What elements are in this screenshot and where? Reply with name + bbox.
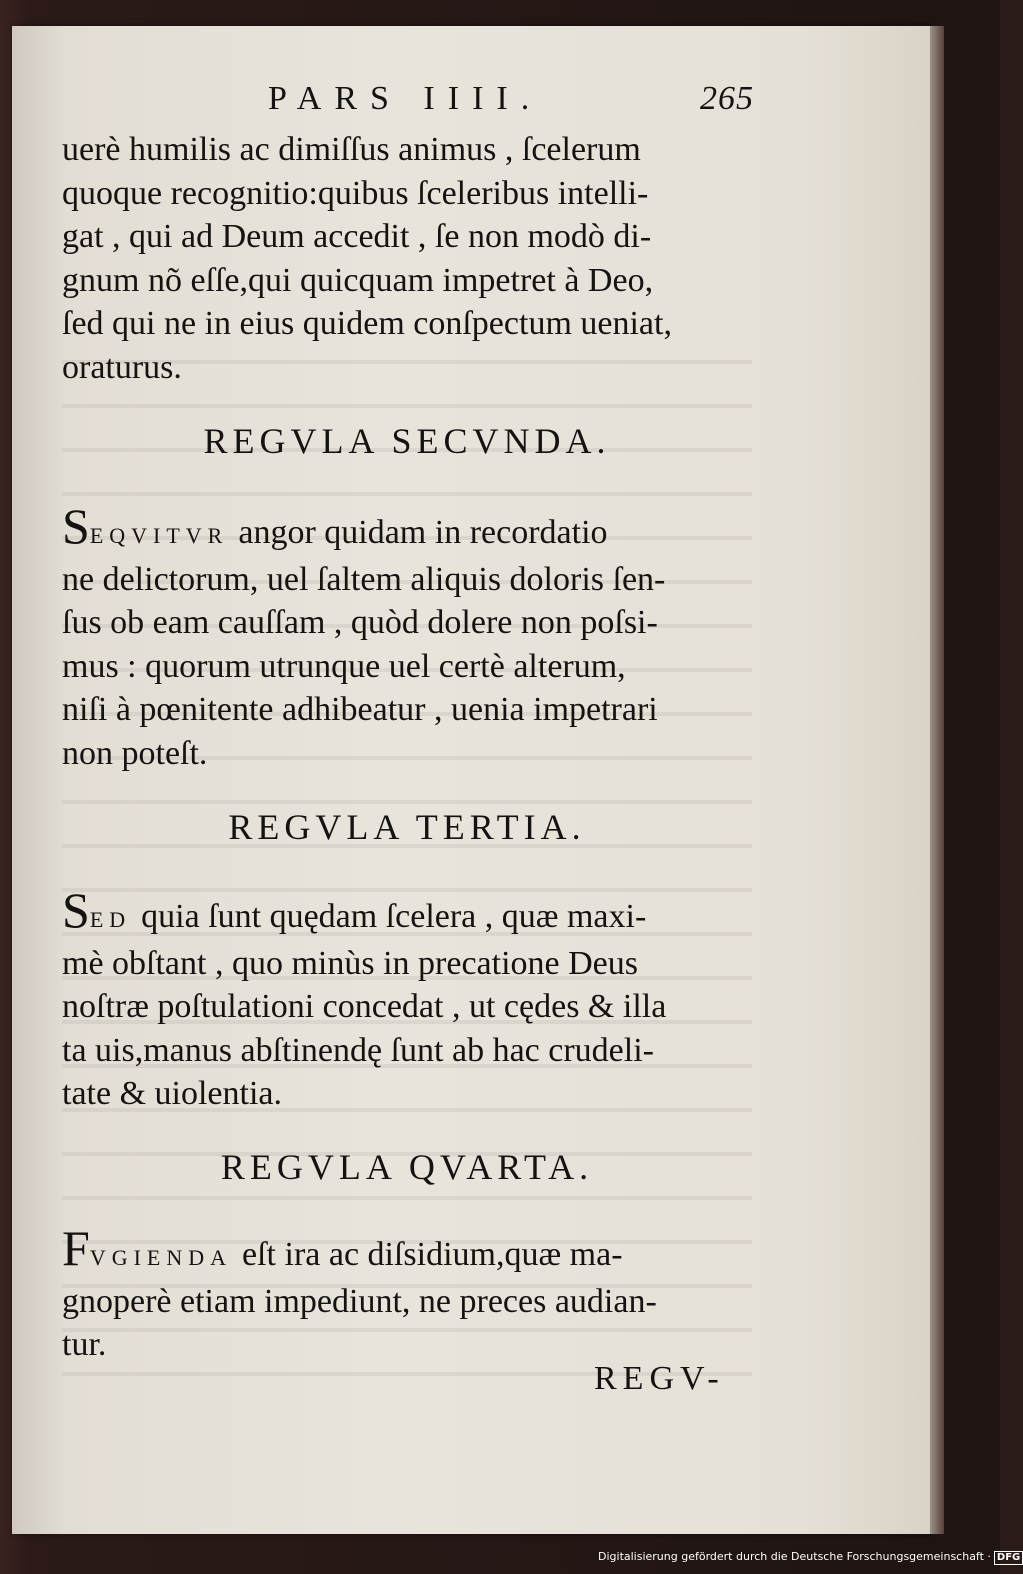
text-line: tate & uiolentia. [62,1075,282,1112]
text-line: ſed qui ne in eius quidem conſpectum ueniat, [62,305,672,342]
small-caps-word: EQVITVR [89,523,229,548]
text-line: gnum nõ eſſe,qui quicquam impetret à Deo, [62,261,654,299]
dfg-logo: DFG [994,1551,1023,1565]
text-line: oraturus. [62,348,182,386]
text-line: mus : quorum utrunque uel certè alterum, [62,647,626,685]
text-line: gat , qui ad Deum accedit , ſe non modò di- [62,218,652,255]
text-line: quoque recognitio:quibus ſceleribus intelli- [62,174,649,212]
initial-letter: S [62,882,90,938]
text-line: ſus ob eam cauſſam , quòd dolere non poſsi- [62,604,658,641]
page-header [268,80,758,120]
text-line: gnoperè etiam impediunt, ne preces audian- [62,1282,657,1320]
initial-letter: S [62,498,90,554]
small-caps-word: ED [89,907,132,932]
initial-letter: F [62,1220,90,1276]
section-heading: REGVLA TERTIA. [228,807,586,847]
page-edge [930,26,944,1534]
catchword: REGV- [594,1360,725,1397]
text-line: niſi à pœnitente adhibeatur , uenia impetrari [62,691,658,728]
text-line: quia ſunt quędam ſcelera , quæ maxi- [141,898,647,935]
text-line: eſt ira ac diſsidium,quæ ma- [242,1236,623,1273]
section-heading: REGVLA QVARTA. [220,1147,594,1187]
text-line: non poteſt. [62,734,208,772]
credit-text: Digitalisierung gefördert durch die Deutsche Forschungsgemeinschaft · [598,1550,991,1563]
small-caps-word: VGIENDA [89,1245,233,1270]
page-number: 265 [700,80,754,117]
digitization-credit [598,1550,1021,1570]
text-line-first [62,1220,752,1280]
rule-paragraph [62,882,752,1116]
text-line: tur. [62,1326,107,1363]
text-line: angor quidam in recordatio [238,514,608,551]
section-heading: REGVLA SECVNDA. [203,421,611,461]
text-line: ta uis,manus abſtinendę ſunt ab hac crudeli- [62,1031,654,1069]
text-line: uerè humilis ac dimiſſus animus , ſcelerum [62,131,641,168]
running-title: PARS IIII. [268,80,543,117]
text-line-first [62,882,752,942]
rule-paragraph [62,498,752,775]
text-line: noſtræ poſtulationi concedat , ut cędes & illa [62,988,667,1025]
text-line: mè obſtant , quo minùs in precatione Deus [62,944,638,982]
text-line-first [62,498,752,558]
rule-paragraph [62,1220,752,1367]
continuation-paragraph [62,128,752,389]
text-line: ne delictorum, uel ſaltem aliquis doloris ſen- [62,560,666,598]
